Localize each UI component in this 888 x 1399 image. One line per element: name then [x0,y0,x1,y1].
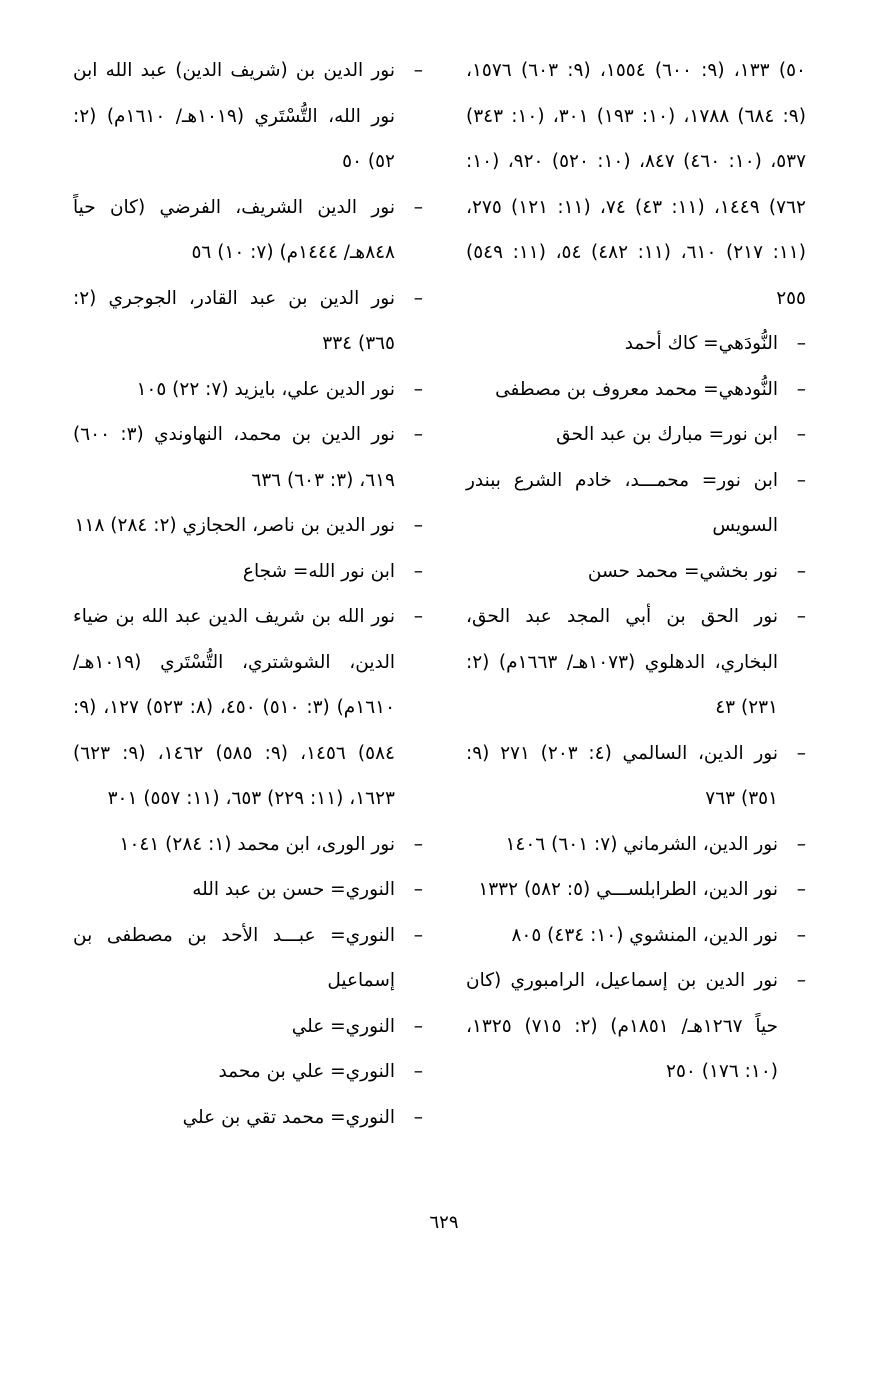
entry-text: النوري= علي [291,1015,395,1037]
entry-text: نور الدين، الطرابلســـي (٥: ٥٨٢) ١٣٣٢ [478,879,778,900]
index-column-left [73,48,423,1140]
entry-text: نور الدين، السالمي (٤: ٢٠٣) ٢٧١ (٩: ٣٥١) ٧٦٣ [466,742,778,809]
dash-marker: – [796,333,806,354]
entry-text: نور الدين، المنشوي (١٠: ٤٣٤) ٨٠٥ [511,924,778,946]
dash-marker: – [413,378,423,400]
index-entry [73,48,423,185]
dash-marker: – [413,60,423,81]
entry-text: نور الدين بن ناصر، الحجازي (٢: ٢٨٤) ١١٨ [74,515,395,536]
entry-text: النُّودهي= محمد معروف بن مصطفى [495,378,778,400]
entry-text: النوري= حسن بن عبد الله [192,879,395,900]
dash-marker: – [796,378,806,400]
dash-marker: – [413,606,423,627]
index-entry [73,867,423,913]
dash-marker: – [796,469,806,491]
entry-text: نور الدين الشريف، الفرضي (كان حياً ٨٤٨هـ/ ١٤٤٤م) (٧: ١٠) ٥٦ [73,196,395,263]
index-entry [73,822,423,868]
index-entry [466,731,806,822]
entry-text: نور الدين علي، بايزيد (٧: ٢٢) ١٠٥ [136,378,395,400]
continuation-text: ٥٠) ١٣٣، (٩: ٦٠٠) ١٥٥٤، (٩: ٦٠٣) ١٥٧٦، (٩: ٦٨٤) ١٧٨٨، (١٠: ١٩٣) ٣٠١، (١٠: ٣٤٣) ٥٣٧، (١٠: ٤٦٠) ٨٤٧، (١٠: ٥٢٠) ٩٢٠، (١٠: ٧٦٢) ١٤٤٩، (١١: ٤٣) ٧٤، (١١: ١٢١) ٢٧٥، (١١: ٢١٧) ٦١٠، (١١: ٤٨٢) ٥٤، (١١: ٥٤٩) ٢٥٥ [466,60,807,309]
dash-marker: – [796,879,806,900]
entry-text: نور الدين، الشرماني (٧: ٦٠١) ١٤٠٦ [505,833,778,855]
index-entry [73,367,423,413]
dash-marker: – [413,924,423,946]
index-entry [466,549,806,595]
entry-text: النُّودَهي= كاك أحمد [624,333,778,354]
entry-text: ابن نور= محمـــد، خادم الشرع ببندر السويس [466,469,778,536]
entry-text: نور الدين بن عبد القادر، الجوجري (٢: ٣٦٥) ٣٣٤ [73,287,395,354]
entry-text: نور الحق بن أبي المجد عبد الحق، البخاري، الدهلوي (١٠٧٣هـ/ ١٦٦٣م) (٢: ٢٣١) ٤٣ [466,606,778,718]
dash-marker: – [796,833,806,855]
dash-marker: – [796,560,806,582]
dash-marker: – [796,606,806,627]
index-entry [466,458,806,549]
index-entry [73,549,423,595]
dash-marker: – [413,424,423,445]
index-entry [73,185,423,276]
dash-marker: – [413,879,423,900]
index-entry [466,321,806,367]
dash-marker: – [796,924,806,946]
index-entry [73,913,423,1004]
entry-text: النوري= عبـــد الأحد بن مصطفى بن إسماعيل [73,924,395,991]
dash-marker: – [413,833,423,855]
dash-marker: – [413,1061,423,1082]
dash-marker: – [413,1106,423,1128]
index-entry [466,412,806,458]
index-entry [466,958,806,1095]
entry-text: ابن نور= مبارك بن عبد الحق [556,424,778,445]
entry-text: ابن نور الله= شجاع [242,560,395,582]
index-entry [466,367,806,413]
dash-marker: – [413,196,423,218]
index-entry [73,1004,423,1050]
index-entry [466,867,806,913]
index-entry [73,412,423,503]
index-entry [466,594,806,731]
index-column-right [466,48,806,1095]
page-number: ٦٢٩ [429,1212,459,1233]
entry-text: نور الدين بن محمد، النهاوندي (٣: ٦٠٠) ٦١٩، (٣: ٦٠٣) ٦٣٦ [73,424,395,491]
index-entry [73,1049,423,1095]
entry-text: نور الله بن شريف الدين عبد الله بن ضياء الدين، الشوشتري، التُّسْتَري (١٠١٩هـ/ ١٦١٠م) (٣: ٥١٠) ٤٥٠، (٨: ٥٢٣) ١٢٧، (٩: ٥٨٤) ١٤٥٦، (٩: ٥٨٥) ١٤٦٢، (٩: ٦٢٣) ١٦٢٣، (١١: ٢٢٩) ٦٥٣، (١١: ٥٥٧) ٣٠١ [73,606,396,809]
index-entry [73,594,423,822]
entry-text: نور الدين بن إسماعيل، الرامبوري (كان حياً ١٢٦٧هـ/ ١٨٥١م) (٢: ٧١٥) ١٣٢٥، (١٠: ١٧٦) ٢٥٠ [466,970,778,1082]
index-entry [73,1095,423,1141]
dash-marker: – [796,970,806,991]
dash-marker: – [796,424,806,445]
index-entry [466,913,806,959]
index-entry [73,503,423,549]
dash-marker: – [413,287,423,309]
dash-marker: – [796,742,806,764]
dash-marker: – [413,515,423,536]
index-entry [73,276,423,367]
index-entry [466,822,806,868]
entry-text: النوري= علي بن محمد [218,1061,395,1082]
entry-text: نور الدين بن (شريف الدين) عبد الله ابن نور الله، التُّسْتَري (١٠١٩هـ/ ١٦١٠م) (٢: ٥٢) ٥٠ [73,60,395,172]
entry-text: نور الورى، ابن محمد (١: ٢٨٤) ١٠٤١ [119,833,395,855]
dash-marker: – [413,560,423,582]
dash-marker: – [413,1015,423,1037]
entry-text: نور بخشي= محمد حسن [587,560,778,582]
entry-text: النوري= محمد تقي بن علي [182,1106,395,1128]
